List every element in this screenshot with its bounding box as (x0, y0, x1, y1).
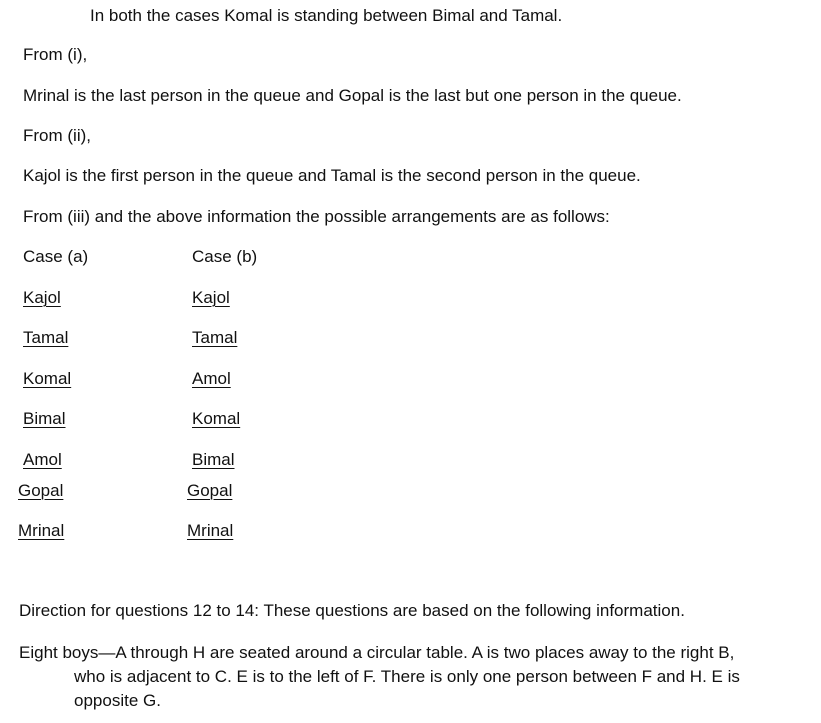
case-b-name: Gopal (187, 481, 233, 500)
statement-ii: Kajol is the first person in the queue and Tamal is the second person in the queue. (23, 166, 641, 185)
case-b-name: Mrinal (187, 521, 234, 540)
case-b-name: Bimal (192, 450, 235, 469)
case-a-name: Amol (23, 450, 62, 469)
problem-line-2: who is adjacent to C. E is to the left of F. There is only one person between F and H. E is (74, 667, 740, 686)
case-b-name: Amol (192, 369, 231, 388)
case-a-name: Mrinal (18, 521, 65, 540)
case-b-name: Komal (192, 409, 241, 428)
case-a-name: Kajol (23, 288, 61, 307)
case-b-name: Kajol (192, 288, 230, 307)
from-ii-label: From (ii), (23, 126, 91, 145)
from-iii-label: From (iii) and the above information the possible arrangements are as follows: (23, 207, 610, 226)
statement-i: Mrinal is the last person in the queue and Gopal is the last but one person in the queue. (23, 86, 682, 105)
case-b-name: Tamal (192, 328, 238, 347)
problem-line-1: Eight boys—A through H are seated around a circular table. A is two places away to the right B, (19, 643, 735, 662)
case-a-name: Komal (23, 369, 72, 388)
case-a-name: Bimal (23, 409, 66, 428)
direction-text: Direction for questions 12 to 14: These questions are based on the following information. (19, 601, 685, 620)
case-a-heading: Case (a) (23, 247, 89, 266)
case-a-name: Tamal (23, 328, 69, 347)
case-b-heading: Case (b) (192, 247, 258, 266)
case-a-name: Gopal (18, 481, 64, 500)
problem-line-3: opposite G. (74, 691, 161, 710)
from-i-label: From (i), (23, 45, 88, 64)
intro-line: In both the cases Komal is standing between Bimal and Tamal. (90, 6, 563, 25)
